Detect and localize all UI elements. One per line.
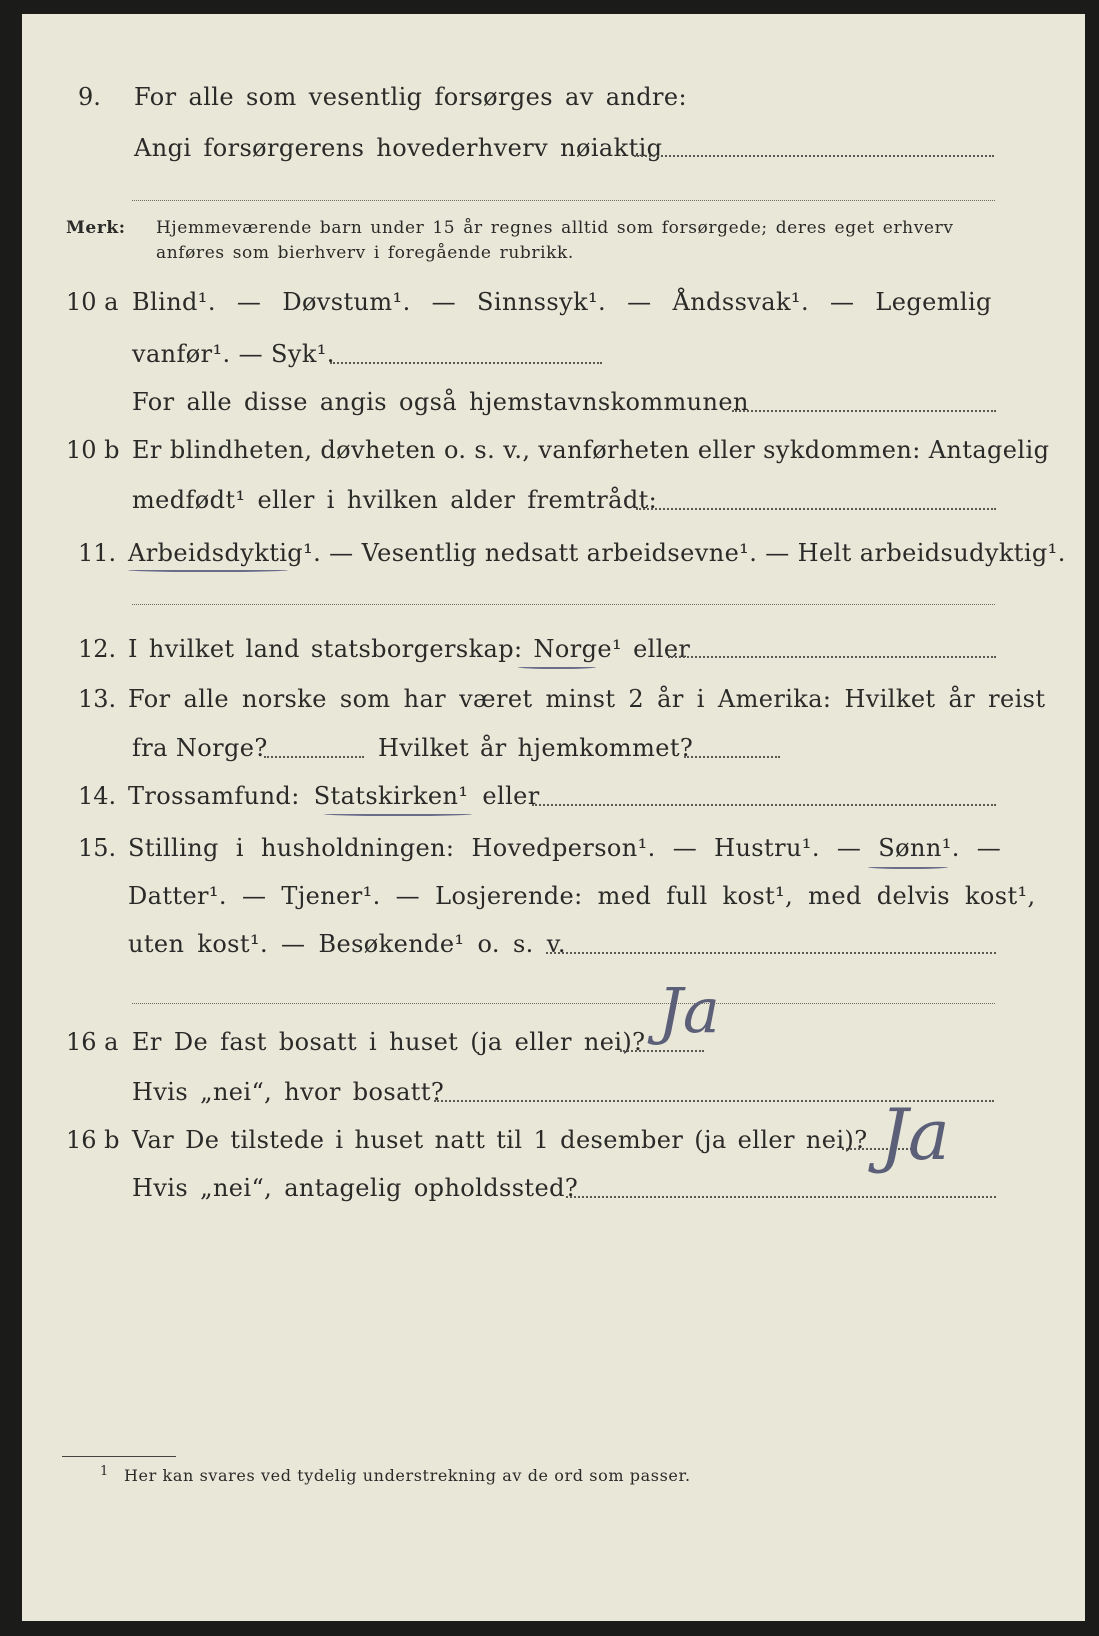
census-form-page xyxy=(22,14,1085,1621)
q15-number: 15. xyxy=(78,834,117,862)
merk-line1: Hjemmeværende barn under 15 år regnes alltid som forsørgede; deres eget erhverv xyxy=(156,218,954,238)
q10b-line2: medfødt¹ eller i hvilken alder fremtrådt: xyxy=(132,486,658,514)
q9-line2: Angi forsørgerens hovederhverv nøiaktig xyxy=(134,134,663,162)
q14-answer-field[interactable] xyxy=(532,804,996,806)
q16a-number: 16 a xyxy=(66,1028,119,1056)
q15-line2: Datter¹. — Tjener¹. — Losjerende: med full kost¹, med delvis kost¹, xyxy=(128,882,1036,910)
q14-number: 14. xyxy=(78,782,117,810)
q9-answer-field[interactable] xyxy=(634,155,994,157)
q14-line1: Trossamfund: Statskirken¹ eller xyxy=(128,782,540,810)
q16b-number: 16 b xyxy=(66,1126,120,1154)
q15-line1: Stilling i husholdningen: Hovedperson¹. — Hustru¹. — Sønn¹. — xyxy=(128,834,1002,862)
q16a-line1: Er De fast bosatt i huset (ja eller nei)? xyxy=(132,1028,646,1056)
q16b-opholdssted-field[interactable] xyxy=(566,1196,996,1198)
q16b-handwritten-answer: Ja xyxy=(880,1094,950,1176)
q14-handwritten-underline xyxy=(324,811,472,816)
q11-line1: Arbeidsdyktig¹. — Vesentlig nedsatt arbeidsevne¹. — Helt arbeidsudyktig¹. xyxy=(128,539,1066,567)
q13-hjemkommet-field[interactable] xyxy=(684,756,780,758)
q12-number: 12. xyxy=(78,635,117,663)
q16a-line2: Hvis „nei“, hvor bosatt? xyxy=(132,1078,445,1106)
q10a-line3: For alle disse angis også hjemstavnskommunen xyxy=(132,388,749,416)
q13-number: 13. xyxy=(78,685,117,713)
q10b-number: 10 b xyxy=(66,436,120,464)
q11-number: 11. xyxy=(78,539,117,567)
q16b-line2: Hvis „nei“, antagelig opholdssted? xyxy=(132,1174,579,1202)
q12-line1: I hvilket land statsborgerskap: Norge¹ eller xyxy=(128,635,691,663)
q12-answer-field[interactable] xyxy=(668,656,996,658)
q16a-handwritten-answer: Ja xyxy=(658,974,720,1047)
q15-extra-line[interactable] xyxy=(132,1003,995,1004)
merk-line2: anføres som bierhverv i foregående rubrikk. xyxy=(156,243,574,263)
q15-answer-field[interactable] xyxy=(546,952,996,954)
q15-handwritten-underline xyxy=(868,864,948,869)
q13-reist-field[interactable] xyxy=(264,756,364,758)
q10a-number: 10 a xyxy=(66,288,119,316)
q16b-line1: Var De tilstede i huset natt til 1 desember (ja eller nei)? xyxy=(132,1126,868,1154)
q9-extra-line[interactable] xyxy=(132,200,995,201)
q9-line1: For alle som vesentlig forsørges av andre: xyxy=(134,83,688,111)
q10a-line2: vanfør¹. — Syk¹. xyxy=(132,340,335,368)
footnote-rule xyxy=(62,1456,176,1457)
footnote-text: Her kan svares ved tydelig understrekning av de ord som passer. xyxy=(124,1466,691,1485)
q15-line3: uten kost¹. — Besøkende¹ o. s. v. xyxy=(128,930,566,958)
q13-line1: For alle norske som har været minst 2 år i Amerika: Hvilket år reist xyxy=(128,685,1046,713)
q10b-line1: Er blindheten, døvheten o. s. v., vanførheten eller sykdommen: Antagelig xyxy=(132,436,1050,464)
q13-line2b: Hvilket år hjemkommet? xyxy=(378,734,694,762)
q10a-answer-field[interactable] xyxy=(330,362,602,364)
footnote-mark: 1 xyxy=(100,1464,109,1479)
merk-label: Merk: xyxy=(66,218,126,238)
q10a-kommune-field[interactable] xyxy=(732,410,996,412)
q11-handwritten-underline xyxy=(128,567,288,572)
q16a-answer-field[interactable] xyxy=(620,1050,704,1052)
q9-number: 9. xyxy=(78,83,101,111)
q13-line2a: fra Norge? xyxy=(132,734,268,762)
q10a-line1: Blind¹. — Døvstum¹. — Sinnssyk¹. — Åndssvak¹. — Legemlig xyxy=(132,288,992,316)
q10b-answer-field[interactable] xyxy=(636,508,996,510)
q11-extra-line[interactable] xyxy=(132,604,995,605)
q12-handwritten-underline xyxy=(518,664,596,669)
